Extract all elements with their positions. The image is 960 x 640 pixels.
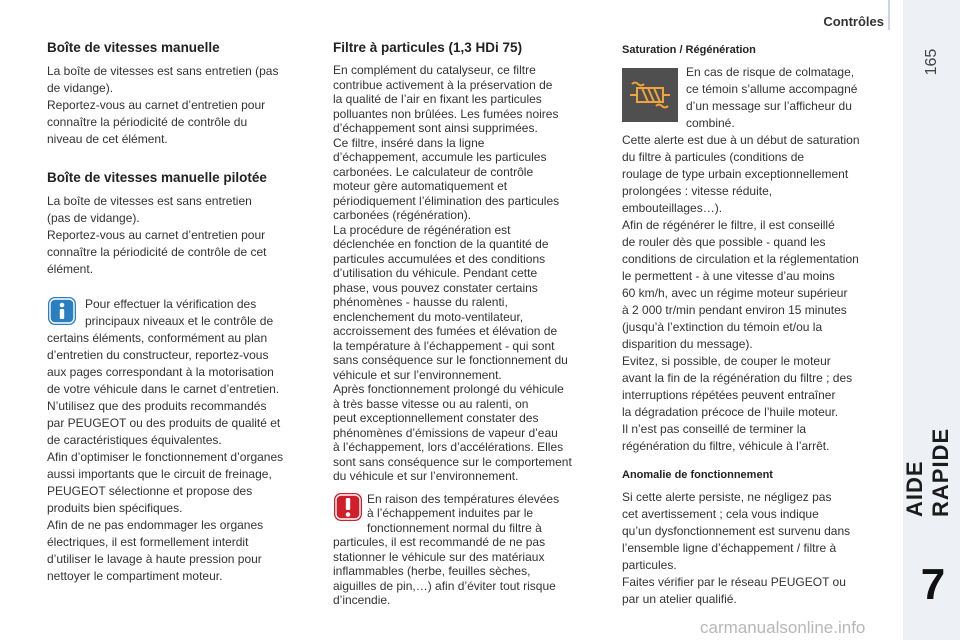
side-strip — [903, 0, 960, 640]
info-note-text: Pour effectuer la vérification des principaux niveaux et le contrôle de certains éléments, conformément au plan d’entretien du constructeur, reportez-vous aux pages correspondant à la motorisation de votre véhicule dans le carnet d’entretien. N’utilisez que des produits recommandés par PEUGEOT ou des produits de qualité et de caractéristiques équivalentes. Afin d’optimiser le fonctionnement d’organes aussi importants que le circuit de freinage, PEUGEOT sélectionne et propose des produits bien spécifiques. Afin de ne pas endommager les organes électriques, il est formellement interdit d’utiliser le lavage à haute pression pour nettoyer le compartiment moteur. — [47, 297, 284, 583]
warning-note — [333, 492, 605, 608]
warning-note-text: En raison des températures élevées à l’échappement induites par le fonctionnement normal du filtre à particules, il est recommandé de ne pas stationner le véhicule sur des matériaux inflammables (herbe, feuilles sèches, aiguilles de pin,…) afin d’éviter tout risque d’incendie. — [333, 491, 560, 607]
heading-malfunction: Anomalie de fonctionnement — [622, 469, 773, 481]
page-number: 165 — [923, 48, 940, 76]
paragraph-particle-filter: En complément du catalyseur, ce filtre contribue activement à la préservation de la qualité de l’air en fixant les particules polluantes non brûlées. Les fumées noires d’échappement sont ainsi supprimées. Ce filtre, inséré dans la ligne d’échappement, accumule les particules carbonées. Le calculateur de contrôle moteur gère automatiquement et périodiquement l’élimination des particules carbonées (régénération). La procédure de régénération est déclenchée en fonction de la quantité de particules accumulées et des conditions d’utilisation du véhicule. Pendant cette phase, vous pouvez constater certains phénomènes - hausse du ralenti, enclenchement du moto-ventilateur, accroissement des fumées et élévation de la température à l’échappement - qui sont sans conséquence sur le fonctionnement du véhicule et sur l’environnement. Après fonctionnement prolongé du véhicule à très basse vitesse ou au ralenti, on peut exceptionnellement constater des phénomènes d’émissions de vapeur d’eau à l’échappement, lors d’accélérations. Elles sont sans conséquence sur le comportement du véhicule et sur l’environnement. — [333, 63, 572, 483]
chapter-label: AIDE RAPIDE — [902, 427, 953, 517]
heading-manual-gearbox: Boîte de vitesses manuelle — [47, 40, 220, 55]
warning-icon — [333, 492, 363, 522]
column-3 — [622, 40, 894, 608]
paragraph-malfunction: Si cette alerte persiste, ne négligez pas cet avertissement ; cela vous indique qu’un dysfonctionnement est survenu dans l’ensemble ligne d’échappement / filtre à particules. Faites vérifier par le réseau PEUGEOT ou par un atelier qualifié. — [622, 490, 851, 606]
paragraph-saturation: Cette alerte est due à un début de saturation du filtre à particules (conditions de roulage de type urbain exceptionnellement prolongées : vitesse réduite, embouteillages…). Afin de régénérer le filtre, il est conseillé de rouler dès que possible - quand les conditions de circulation et la réglementation le permettent - à une vitesse d’au moins 60 km/h, avec un régime moteur supérieur à 2 000 tr/min pendant environ 15 minutes (jusqu’à l’extinction du témoin et/ou la disparition du message). Evitez, si possible, de couper le moteur avant la fin de la régénération du filtre ; des interruptions répétées peuvent entraîner la dégradation précoce de l’huile moteur. Il n’est pas conseillé de terminer la régénération du filtre, véhicule à l’arrêt. — [622, 133, 860, 453]
heading-saturation: Saturation / Régénération — [622, 44, 756, 56]
saturation-lamp-text: En cas de risque de colmatage, ce témoin s’allume accompagné d’un message sur l’afficheur du combiné. — [686, 65, 858, 130]
paragraph-piloted-gearbox: La boîte de vitesses est sans entretien (pas de vidange). Reportez-vous au carnet d’entretien pour connaître la périodicité de contrôle de cet élément. — [47, 194, 267, 276]
info-note — [47, 296, 300, 585]
column-2 — [333, 40, 605, 608]
particle-filter-lamp-icon — [628, 78, 672, 112]
column-1 — [47, 40, 300, 585]
chapter-number: 7 — [920, 560, 946, 609]
paragraph-manual-gearbox: La boîte de vitesses est sans entretien (pas de vidange). Reportez-vous au carnet d’entretien pour connaître la périodicité de contrôle du niveau de cet élément. — [47, 64, 279, 146]
heading-piloted-gearbox: Boîte de vitesses manuelle pilotée — [47, 170, 267, 185]
info-icon — [47, 296, 77, 326]
watermark: carmanualsonline.info — [700, 618, 866, 637]
header-divider — [888, 0, 890, 30]
heading-particle-filter: Filtre à particules (1,3 HDi 75) — [333, 40, 523, 55]
particle-filter-warning-icon — [622, 68, 678, 122]
section-title: Contrôles — [823, 14, 884, 29]
